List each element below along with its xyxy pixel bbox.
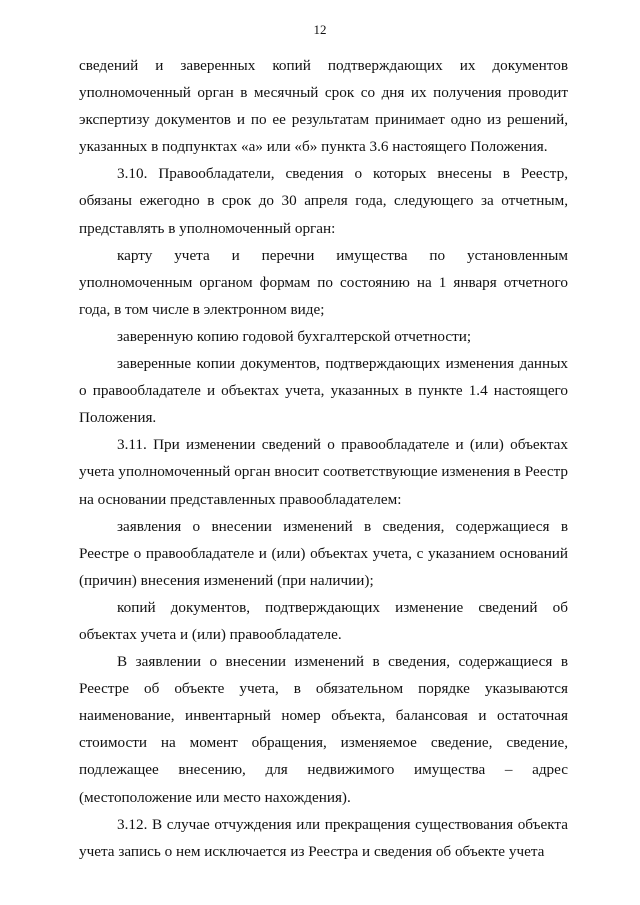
- paragraph-continuation: сведений и заверенных копий подтверждающих их документов уполномоченный орган в месячный срок со дня их получения проводит экспертизу документов и по ее результатам принимает одно из решений, указанных в подпунктах «а» или «б» пункта 3.6 настоящего Положения.: [79, 57, 568, 156]
- paragraph-3-10: 3.10. Правообладатели, сведения о которых внесены в Реестр, обязаны ежегодно в срок до 30 апреля года, следующего за отчетным, представлять в уполномоченный орган:: [79, 165, 568, 237]
- paragraph-3-11: 3.11. При изменении сведений о правообладателе и (или) объектах учета уполномоченный орган вносит соответствующие изменения в Реестр на основании представленных правообладателем:: [79, 436, 568, 508]
- document-body: [79, 52, 568, 865]
- paragraph-change-documents: заверенные копии документов, подтверждающих изменения данных о правообладателе и объектах учета, указанных в пункте 1.4 настоящего Положения.: [79, 355, 568, 427]
- page-number: 12: [313, 22, 327, 37]
- paragraph-statement-contents: В заявлении о внесении изменений в сведения, содержащиеся в Реестре об объекте учета, в обязательном порядке указываются наименование, инвентарный номер объекта, балансовая и остаточная стоимости на момент обращения, изменяемое сведение, сведение, подлежащее внесению, для недвижимого имущества – адрес (местоположение или место нахождения).: [79, 653, 568, 806]
- paragraph-change-statement: заявления о внесении изменений в сведения, содержащиеся в Реестре о правообладателе и (или) объектах учета, с указанием оснований (причин) внесения изменений (при наличии);: [79, 517, 568, 589]
- paragraph-annual-report: заверенную копию годовой бухгалтерской отчетности;: [117, 327, 472, 345]
- paragraph-account-card: карту учета и перечни имущества по установленным уполномоченным органом формам по состоянию на 1 января отчетного года, в том числе в электронном виде;: [79, 246, 568, 318]
- paragraph-document-copies: копий документов, подтверждающих изменение сведений об объектах учета и (или) правообладателе.: [79, 598, 568, 643]
- paragraph-3-12: 3.12. В случае отчуждения или прекращения существования объекта учета запись о нем исключается из Реестра и сведения об объекте учета: [79, 815, 568, 860]
